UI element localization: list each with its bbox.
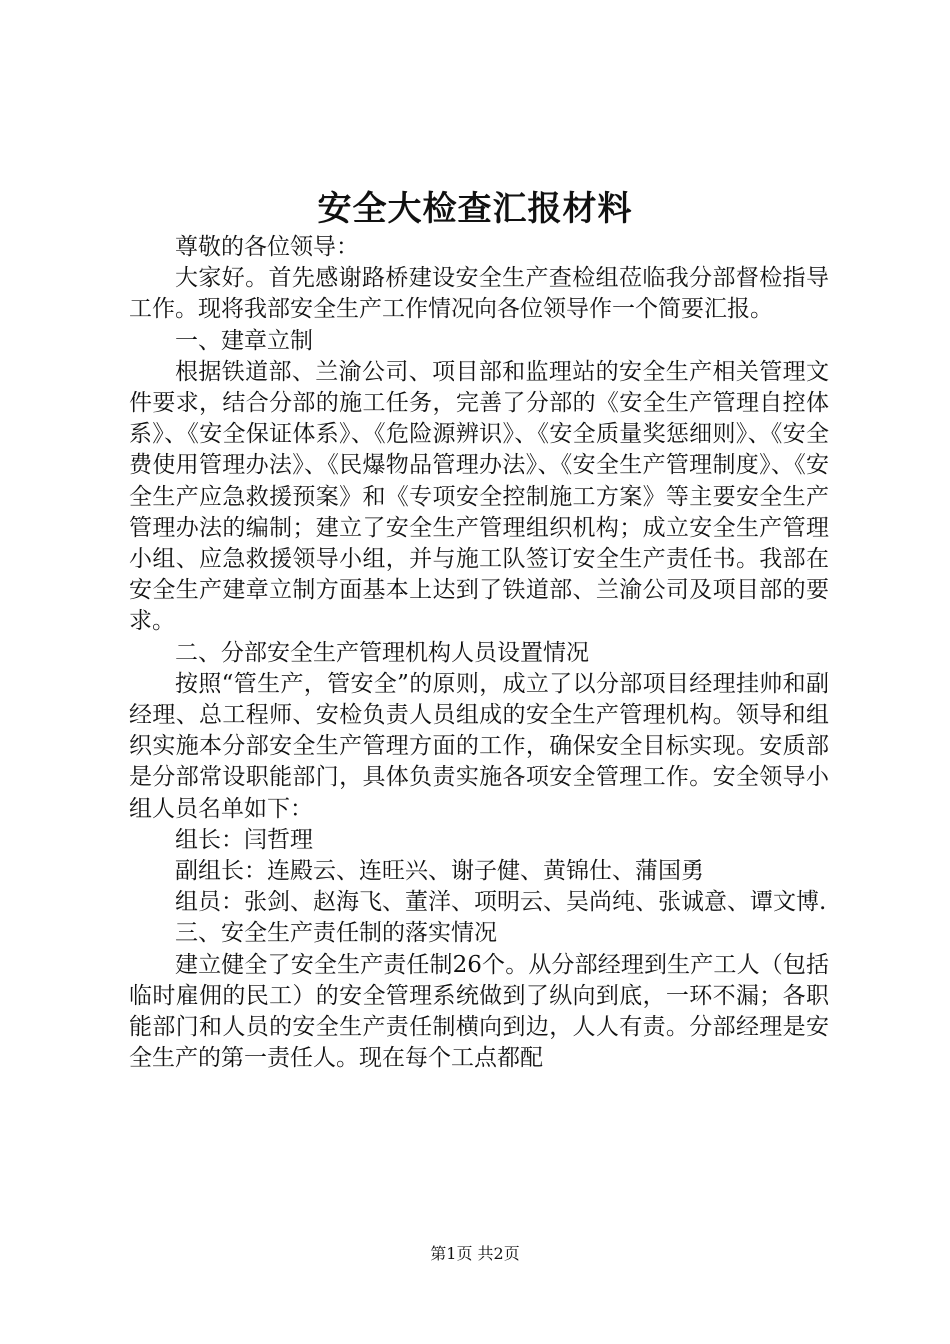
page-footer: 第1页 共2页	[430, 1244, 520, 1263]
section-heading-3: 三、安全生产责任制的落实情况	[175, 920, 497, 947]
section-heading-1: 一、建章立制	[175, 327, 313, 354]
document-title: 安全大检查汇报材料	[317, 189, 633, 229]
salutation: 尊敬的各位领导：	[175, 234, 359, 260]
document-body	[129, 232, 829, 1074]
deputy-leaders-line: 副组长：连殿云、连旺兴、谢子健、黄锦仕、蒲国勇	[175, 858, 704, 885]
section-heading-2: 二、分部安全生产管理机构人员设置情况	[175, 639, 589, 666]
paragraph-intro: 大家好。首先感谢路桥建设安全生产查检组莅临我分部督检指导工作。现将我部安全生产工作情况向各位领导作一个简要汇报。	[129, 265, 829, 323]
paragraph-section-1: 根据铁道部、兰渝公司、项目部和监理站的安全生产相关管理文件要求，结合分部的施工任务，完善了分部的《安全生产管理自控体系》、《安全保证体系》、《危险源辨识》、《安全质量奖惩细则》、《安全费使用管理办法》、《民爆物品管理办法》、《安全生产管理制度》、《安全生产应急救援预案》和《专项安全控制施工方案》等主要安全生产管理办法的编制；建立了安全生产管理组织机构；成立安全生产管理小组、应急救援领导小组，并与施工队签订安全生产责任书。我部在安全生产建章立制方面基本上达到了铁道部、兰渝公司及项目部的要求。	[129, 358, 829, 635]
paragraph-section-2: 按照“管生产，管安全”的原则，成立了以分部项目经理挂帅和副经理、总工程师、安检负责人员组成的安全生产管理机构。领导和组织实施本分部安全生产管理方面的工作，确保安全目标实现。安质部是分部常设职能部门，具体负责实施各项安全管理工作。安全领导小组人员名单如下：	[129, 670, 829, 822]
team-leader-line: 组长：闫哲理	[175, 826, 313, 853]
paragraph-section-3: 建立健全了安全生产责任制26个。从分部经理到生产工人（包括临时雇佣的民工）的安全管理系统做到了纵向到底，一环不漏；各职能部门和人员的安全生产责任制横向到边，人人有责。分部经理是安全生产的第一责任人。现在每个工点都配	[129, 951, 829, 1072]
team-members-line: 组员：张剑、赵海飞、董洋、项明云、吴尚纯、张诚意、谭文博.	[175, 889, 827, 916]
